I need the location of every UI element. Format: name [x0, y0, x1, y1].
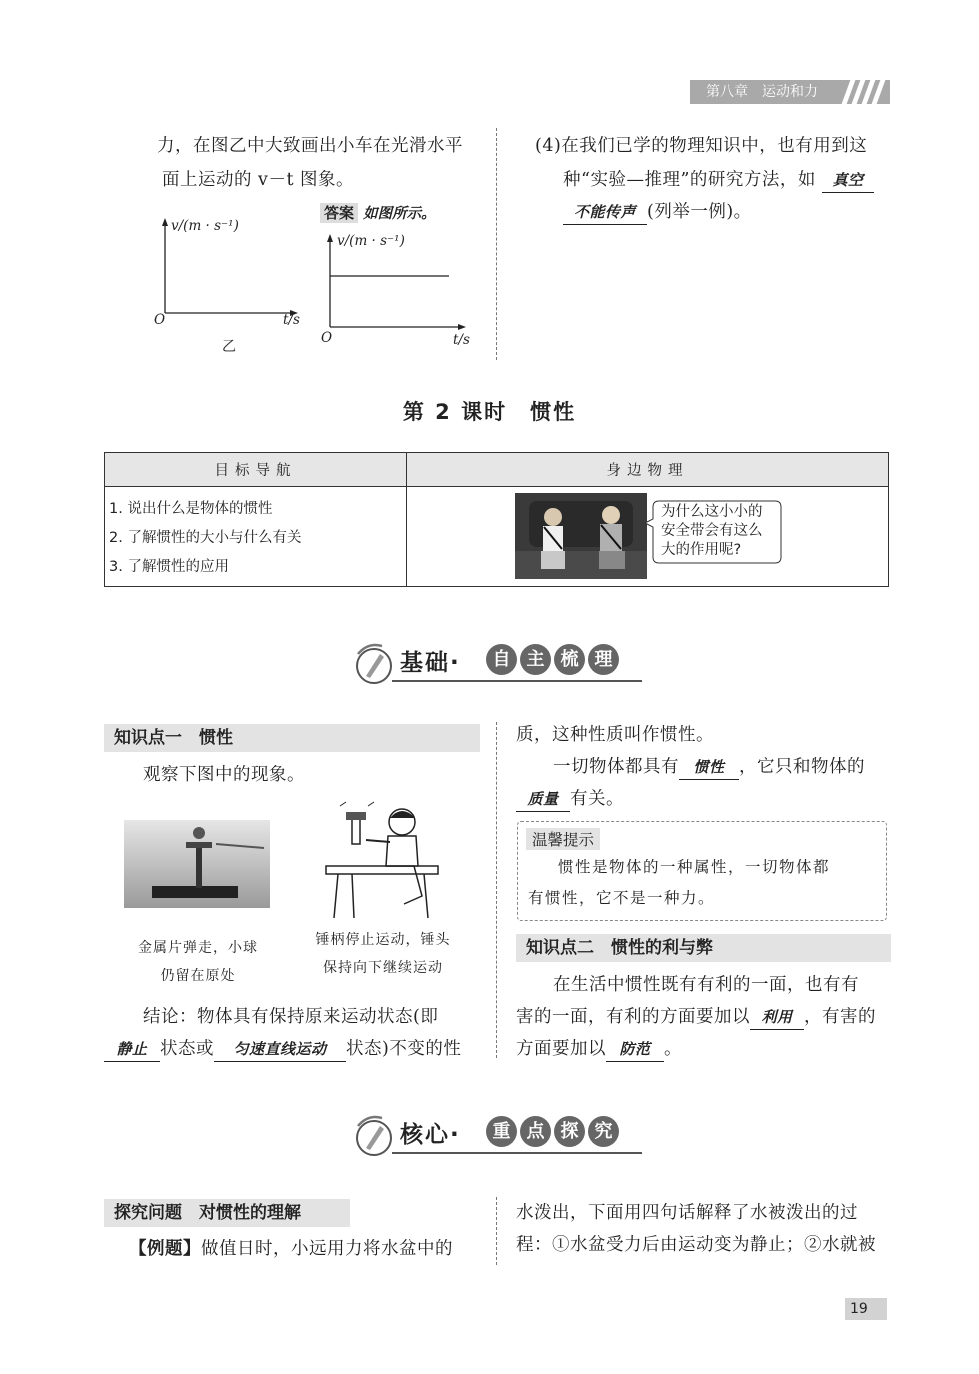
physics-around-header: 身边物理 — [407, 453, 889, 487]
banner-char: 梳 — [554, 644, 585, 675]
speech-bubble-text — [661, 503, 763, 560]
chapter-title: 第八章 运动和力 — [706, 84, 818, 100]
right-line2-post: ，它只和物体的 — [739, 757, 865, 777]
banner-char: 自 — [486, 644, 517, 675]
banner-underline — [392, 1152, 642, 1154]
answer-text: 如图所示。 — [363, 205, 436, 222]
banner-core — [352, 1114, 642, 1162]
graph-answer-xlabel: t/s — [453, 332, 470, 348]
tip-title: 温馨提示 — [526, 828, 600, 850]
answer-blank-vacuum: 真空 — [822, 168, 874, 193]
top-right-line1: (4)在我们已学的物理知识中，也有用到这 — [535, 136, 868, 156]
kp2-line3-text: 方面要加以 — [516, 1039, 606, 1059]
graph-answer-y-arrow — [327, 234, 333, 242]
banner-core-main: 核心· — [400, 1122, 461, 1148]
tip-line: 有惯性，它不是一种力。 — [528, 889, 716, 907]
banner-char: 重 — [486, 1116, 517, 1147]
banner-basics-chars — [486, 644, 619, 675]
example-label: 【例题】 — [129, 1239, 201, 1259]
goals-list — [105, 487, 407, 587]
example-text: 做值日时，小远用力将水盆中的 — [201, 1239, 453, 1259]
right-line1: 质，这种性质叫作惯性。 — [516, 725, 714, 745]
graph-yi-y-arrow — [162, 218, 168, 226]
pen-emblem-icon — [352, 1114, 394, 1158]
tip-line: 惯性是物体的一种属性，一切物体都 — [558, 858, 831, 876]
bubble-line: 大的作用呢? — [661, 542, 742, 558]
example-line — [129, 1232, 453, 1266]
coin-ball-experiment-photo — [124, 820, 270, 908]
answer-line — [320, 202, 436, 223]
goals-table — [104, 452, 889, 587]
banner-basics — [352, 642, 642, 690]
banner-basics-main: 基础· — [400, 650, 461, 676]
kp2-line3-post: 。 — [664, 1039, 682, 1059]
goal-item: 2. 了解惯性的大小与什么有关 — [109, 530, 302, 546]
bubble-line: 为什么这小小的 — [661, 504, 763, 520]
top-right-line2-text: 种“实验—推理”的研究方法，如 — [563, 170, 816, 190]
graph-yi-xlabel: t/s — [283, 312, 300, 328]
graph-yi-caption: 乙 — [222, 339, 236, 355]
car-seat-children-photo — [515, 493, 647, 579]
caption-line: 仍留在原处 — [160, 968, 236, 984]
answer-blank-use: 利用 — [750, 1005, 804, 1030]
kp1-title: 知识点一 惯性 — [104, 724, 480, 752]
page-number: 19 — [845, 1298, 887, 1320]
goals-header: 目标导航 — [105, 453, 407, 487]
kp1-conclusion-line1: 结论：物体具有保持原来运动状态(即 — [143, 1007, 439, 1027]
graph-answer-x-arrow — [458, 324, 466, 330]
chapter-header — [690, 80, 890, 104]
column-divider-top — [496, 128, 497, 360]
goal-item: 1. 说出什么是物体的惯性 — [109, 501, 273, 517]
right-line3-post: 有关。 — [570, 789, 624, 809]
answer-tag: 答案 — [320, 203, 358, 223]
caption-left — [128, 934, 268, 990]
explore-title: 探究问题 对惯性的理解 — [104, 1199, 350, 1227]
tip-text — [528, 852, 830, 914]
answer-blank-no-sound: 不能传声 — [563, 200, 647, 225]
banner-underline — [392, 680, 642, 682]
column-divider-middle — [496, 722, 497, 1058]
physics-around-cell — [407, 487, 889, 587]
caption-right — [308, 926, 458, 982]
kp1-mid-text: 状态或 — [160, 1039, 214, 1059]
banner-char: 主 — [520, 644, 551, 675]
banner-char: 理 — [588, 644, 619, 675]
answer-blank-static: 静止 — [104, 1037, 160, 1062]
tip-box — [517, 821, 887, 921]
graph-yi-ylabel: v/(m · s⁻¹) — [171, 218, 239, 234]
explore-right-line1: 水泼出，下面用四句话解释了水被泼出的过 — [516, 1203, 858, 1223]
top-left-line1: 力，在图乙中大致画出小车在光滑水平 — [157, 136, 463, 156]
banner-char: 探 — [554, 1116, 585, 1147]
boy-hammer-illustration — [318, 800, 446, 922]
top-right-line3 — [563, 195, 752, 229]
banner-char: 点 — [520, 1116, 551, 1147]
top-right-line2 — [563, 163, 874, 197]
caption-line: 金属片弹走，小球 — [138, 940, 258, 956]
top-left-line2: 面上运动的 v－t 图象。 — [162, 170, 355, 190]
answer-blank-prevent: 防范 — [606, 1037, 664, 1062]
kp2-line2-post: ，有害的 — [804, 1007, 876, 1027]
top-right-line3-text: (列举一例)。 — [647, 202, 752, 222]
lesson-title: 第 2 课时 惯性 — [402, 400, 577, 424]
answer-blank-inertia: 惯性 — [679, 755, 739, 780]
kp2-line1: 在生活中惯性既有有利的一面，也有有 — [553, 975, 859, 995]
graph-answer-origin: O — [321, 330, 333, 346]
bubble-line: 安全带会有这么 — [661, 523, 763, 539]
caption-line: 锤柄停止运动，锤头 — [315, 932, 451, 948]
banner-core-chars — [486, 1116, 619, 1147]
graph-yi-origin: O — [154, 312, 166, 328]
kp2-line2-text: 害的一面，有利的方面要加以 — [516, 1007, 750, 1027]
kp2-line2 — [516, 1000, 876, 1034]
header-stripes-decoration — [842, 80, 882, 104]
goal-item: 3. 了解惯性的应用 — [109, 559, 229, 575]
pen-emblem-icon — [352, 642, 394, 686]
kp2-line3 — [516, 1032, 682, 1066]
right-line2 — [553, 750, 865, 784]
kp1-end-text: 状态)不变的性 — [346, 1039, 462, 1059]
kp1-conclusion-line2 — [104, 1032, 461, 1066]
column-divider-bottom — [496, 1197, 497, 1265]
graph-answer-ylabel: v/(m · s⁻¹) — [337, 233, 405, 249]
explore-right-line2: 程：①水盆受力后由运动变为静止；②水就被 — [516, 1235, 876, 1255]
caption-line: 保持向下继续运动 — [323, 960, 443, 976]
banner-char: 究 — [588, 1116, 619, 1147]
kp2-title: 知识点二 惯性的利与弊 — [516, 934, 891, 962]
kp1-observe: 观察下图中的现象。 — [143, 765, 305, 785]
answer-blank-uniform-motion: 匀速直线运动 — [214, 1037, 346, 1062]
right-line2-text: 一切物体都具有 — [553, 757, 679, 777]
answer-blank-mass: 质量 — [516, 787, 570, 812]
right-line3 — [516, 782, 624, 816]
